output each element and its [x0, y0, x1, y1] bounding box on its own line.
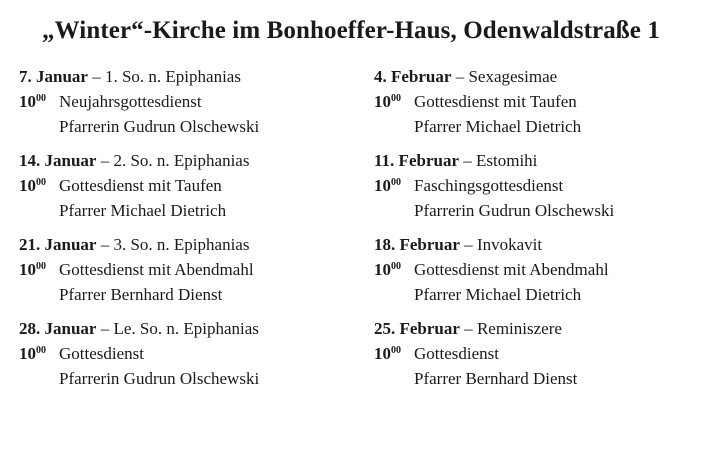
- entry-service-line: [19, 257, 259, 282]
- time-minutes: 00: [36, 177, 46, 188]
- service-date: 4. Februar: [374, 67, 452, 86]
- time-minutes: 00: [391, 345, 401, 356]
- liturgical-day: – Invokavit: [459, 235, 543, 254]
- service-date: 11. Februar: [374, 151, 459, 170]
- entry-service-line: [374, 257, 614, 282]
- entry-service-line: [19, 89, 259, 114]
- entry-service-line: [374, 341, 614, 366]
- service-type: Gottesdienst mit Abendmahl: [414, 260, 609, 279]
- liturgical-day: – Sexagesimae: [451, 67, 558, 86]
- time-minutes: 00: [36, 93, 46, 104]
- service-time: [19, 173, 59, 198]
- time-hour: 10: [374, 344, 391, 363]
- time-hour: 10: [374, 260, 391, 279]
- liturgical-day: – 1. So. n. Epiphanias: [87, 67, 241, 86]
- officiating-pastor: Pfarrerin Gudrun Olschewski: [59, 369, 260, 388]
- page-title: „Winter“-Kirche im Bonhoeffer-Haus, Odenwaldstraße 1: [42, 17, 660, 44]
- service-time: [374, 341, 414, 366]
- time-minutes: 00: [36, 345, 46, 356]
- entry-service-line: [374, 89, 614, 114]
- entry-heading: [19, 148, 259, 173]
- entry-service-line: [374, 173, 614, 198]
- service-time: [19, 89, 59, 114]
- service-time: [374, 89, 414, 114]
- service-type: Gottesdienst: [414, 344, 499, 363]
- entry-service-line: [19, 341, 259, 366]
- schedule-column-february: [374, 64, 614, 400]
- service-time: [374, 173, 414, 198]
- time-hour: 10: [19, 260, 36, 279]
- officiating-pastor: Pfarrer Bernhard Dienst: [59, 285, 223, 304]
- entry-heading: [19, 232, 259, 257]
- service-entry: [19, 232, 259, 316]
- entry-heading: [374, 64, 614, 89]
- officiating-pastor: Pfarrerin Gudrun Olschewski: [414, 201, 615, 220]
- time-hour: 10: [19, 92, 36, 111]
- service-date: 18. Februar: [374, 235, 460, 254]
- officiating-pastor: Pfarrer Michael Dietrich: [59, 201, 227, 220]
- officiating-pastor: Pfarrer Michael Dietrich: [414, 117, 582, 136]
- service-type: Gottesdienst mit Taufen: [414, 92, 577, 111]
- schedule-column-january: [19, 64, 259, 400]
- officiating-pastor: Pfarrer Michael Dietrich: [414, 285, 582, 304]
- service-entry: [374, 64, 614, 148]
- entry-heading: [374, 232, 614, 257]
- liturgical-day: – Reminiszere: [459, 319, 562, 338]
- service-type: Gottesdienst mit Abendmahl: [59, 260, 254, 279]
- entry-service-line: [19, 173, 259, 198]
- service-entry: [374, 232, 614, 316]
- time-minutes: 00: [391, 93, 401, 104]
- service-type: Gottesdienst mit Taufen: [59, 176, 222, 195]
- liturgical-day: – 3. So. n. Epiphanias: [96, 235, 250, 254]
- service-time: [374, 257, 414, 282]
- entry-heading: [374, 148, 614, 173]
- time-hour: 10: [374, 176, 391, 195]
- service-entry: [374, 316, 614, 400]
- officiating-pastor: Pfarrer Bernhard Dienst: [414, 369, 578, 388]
- liturgical-day: – 2. So. n. Epiphanias: [96, 151, 250, 170]
- service-date: 25. Februar: [374, 319, 460, 338]
- entry-heading: [19, 316, 259, 341]
- time-minutes: 00: [391, 261, 401, 272]
- service-time: [19, 341, 59, 366]
- officiating-pastor: Pfarrerin Gudrun Olschewski: [59, 117, 260, 136]
- time-minutes: 00: [391, 177, 401, 188]
- time-minutes: 00: [36, 261, 46, 272]
- liturgical-day: – Estomihi: [459, 151, 538, 170]
- service-type: Gottesdienst: [59, 344, 144, 363]
- time-hour: 10: [19, 176, 36, 195]
- time-hour: 10: [19, 344, 36, 363]
- service-date: 7. Januar: [19, 67, 88, 86]
- service-time: [19, 257, 59, 282]
- entry-heading: [374, 316, 614, 341]
- service-type: Faschingsgottesdienst: [414, 176, 564, 195]
- service-entry: [19, 64, 259, 148]
- entry-heading: [19, 64, 259, 89]
- service-date: 28. Januar: [19, 319, 97, 338]
- service-date: 14. Januar: [19, 151, 97, 170]
- liturgical-day: – Le. So. n. Epiphanias: [96, 319, 259, 338]
- service-entry: [374, 148, 614, 232]
- service-entry: [19, 316, 259, 400]
- service-date: 21. Januar: [19, 235, 97, 254]
- service-entry: [19, 148, 259, 232]
- service-type: Neujahrsgottesdienst: [59, 92, 202, 111]
- time-hour: 10: [374, 92, 391, 111]
